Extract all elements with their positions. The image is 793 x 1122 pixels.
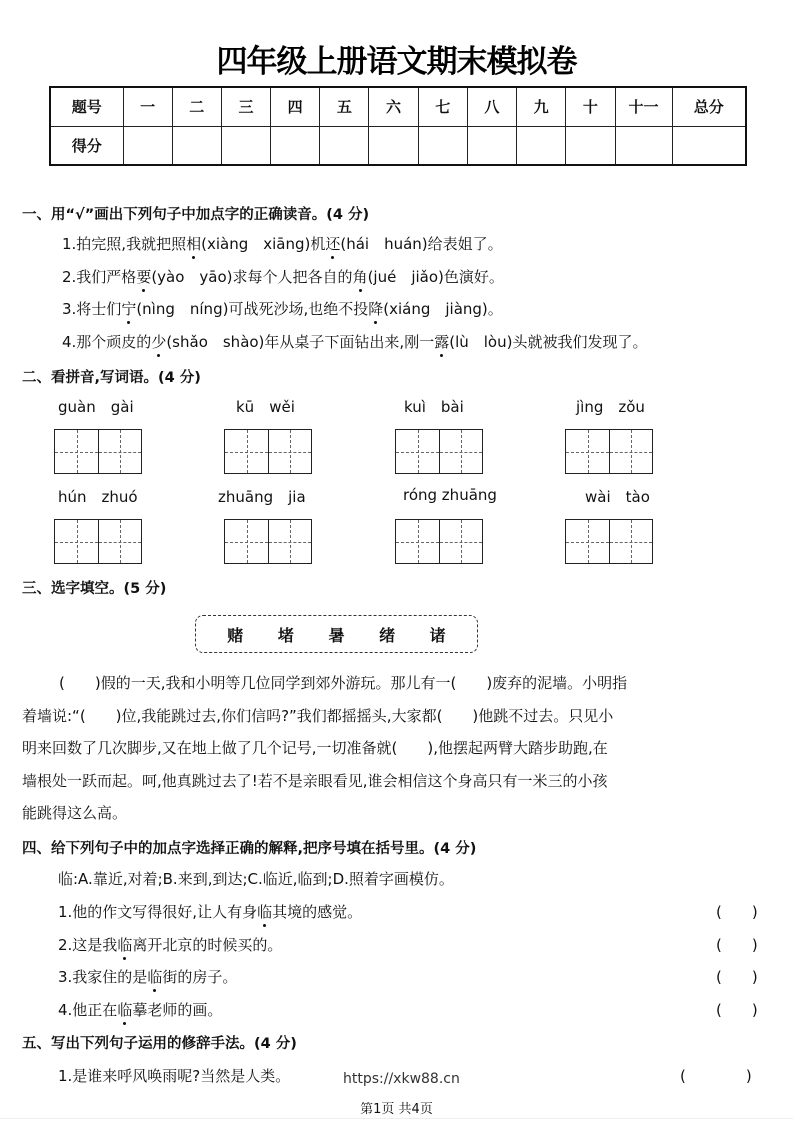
score-cell[interactable] xyxy=(615,126,672,165)
pinyin-label: kuì bài xyxy=(404,398,464,416)
footer-divider xyxy=(0,1118,793,1119)
answer-paren[interactable]: ( ) xyxy=(716,903,758,921)
item-text: 给表姐了。 xyxy=(427,235,503,253)
section4-item xyxy=(58,901,362,922)
choice-char: 堵 xyxy=(277,625,294,645)
item-text: 。 xyxy=(487,300,503,318)
pinyin-label: hún zhuó xyxy=(58,488,138,506)
writing-grid[interactable] xyxy=(565,429,653,474)
pinyin-options[interactable]: (lù lòu) xyxy=(449,333,513,351)
passage-line: 墙根处一跃而起。呵,他真跳过去了!若不是亲眼看见,谁会相信这个身高只有一米三的小孩 xyxy=(22,771,608,790)
writing-grid[interactable] xyxy=(54,429,142,474)
dotted-char: 露 xyxy=(434,333,450,351)
choice-char: 诸 xyxy=(429,625,446,645)
item-text: 求每个人把各自的 xyxy=(232,268,353,286)
choice-char: 绪 xyxy=(379,625,396,645)
writing-grid[interactable] xyxy=(224,429,312,474)
score-col: 一 xyxy=(123,87,172,126)
section1-item xyxy=(62,233,503,254)
watermark-url: https://xkw88.cn xyxy=(343,1071,460,1087)
item-text: 头就被我们发现了。 xyxy=(512,333,648,351)
pinyin-options[interactable]: (yào yāo) xyxy=(151,268,233,286)
dotted-char: 相 xyxy=(186,235,202,253)
score-total-label: 总分 xyxy=(672,87,746,126)
dotted-char: 要 xyxy=(136,268,152,286)
item-text: 2.这是我 xyxy=(58,936,118,954)
choice-char: 暑 xyxy=(328,625,345,645)
pinyin-options[interactable]: (nìng níng) xyxy=(136,300,229,318)
score-col: 六 xyxy=(369,87,418,126)
pinyin-options[interactable]: (jué jiǎo) xyxy=(367,268,444,286)
item-text: 年从桌子下面钻出来,刚一 xyxy=(264,333,435,351)
score-col: 十 xyxy=(566,87,615,126)
pinyin-options[interactable]: (xiáng jiàng) xyxy=(383,300,488,318)
pinyin-label: róng zhuāng xyxy=(403,486,497,504)
dotted-char: 降 xyxy=(368,300,384,318)
item-text: 4.他正在 xyxy=(58,1001,118,1019)
answer-paren[interactable]: ( ) xyxy=(680,1067,752,1085)
score-col: 七 xyxy=(418,87,467,126)
item-text: 离开北京的时候买的。 xyxy=(132,936,283,954)
section1-item xyxy=(62,298,503,319)
dotted-char: 临 xyxy=(147,968,163,986)
item-text: 4.那个顽皮的 xyxy=(62,333,152,351)
section3-heading: 三、选字填空。(5 分) xyxy=(22,581,167,597)
writing-grid[interactable] xyxy=(54,519,142,564)
definition-line: 临:A.靠近,对着;B.来到,到达;C.临近,临到;D.照着字画模仿。 xyxy=(58,870,454,888)
dotted-char: 宁 xyxy=(121,300,137,318)
score-value-row xyxy=(50,126,746,165)
item-text: 街的房子。 xyxy=(162,968,238,986)
pinyin-label: jìng zǒu xyxy=(576,398,645,416)
section5-item: 1.是谁来呼风唤雨呢?当然是人类。 xyxy=(58,1067,291,1085)
pinyin-options[interactable]: (xiàng xiāng) xyxy=(201,235,311,253)
section1-item xyxy=(62,266,504,287)
answer-paren[interactable]: ( ) xyxy=(716,936,758,954)
item-text: 摹老师的画。 xyxy=(132,1001,223,1019)
page-title: 四年级上册语文期末模拟卷 xyxy=(216,44,577,80)
score-cell[interactable] xyxy=(467,126,516,165)
score-cell[interactable] xyxy=(123,126,172,165)
fill-in-passage xyxy=(22,667,774,830)
writing-grid[interactable] xyxy=(565,519,653,564)
choice-char: 赌 xyxy=(227,625,244,645)
passage-line: ( )假的一天,我和小明等几位同学到郊外游玩。那儿有一( )废弃的泥墙。小明指 xyxy=(59,674,628,692)
score-cell[interactable] xyxy=(271,126,320,165)
passage-line: 能跳得这么高。 xyxy=(22,804,128,822)
pinyin-label: zhuāng jia xyxy=(218,488,306,506)
writing-grid[interactable] xyxy=(395,429,483,474)
section4-item xyxy=(58,966,237,987)
pinyin-label: wài tào xyxy=(585,488,650,506)
dotted-char: 临 xyxy=(257,903,273,921)
item-text: 可战死沙场,也绝不投 xyxy=(228,300,369,318)
passage-line: 明来回数了几次脚步,又在地上做了几个记号,一切准备就( ),他摆起两臂大踏步助跑,在 xyxy=(22,739,608,757)
score-cell[interactable] xyxy=(566,126,615,165)
section5-heading: 五、写出下列句子运用的修辞手法。(4 分) xyxy=(22,1036,297,1052)
score-table xyxy=(49,86,747,166)
passage-line: 着墙说:“( )位,我能跳过去,你们信吗?”我们都摇摇头,大家都( )他跳不过去。只见小 xyxy=(22,706,614,725)
score-row-label: 得分 xyxy=(50,126,123,165)
writing-grid[interactable] xyxy=(224,519,312,564)
dotted-char: 角 xyxy=(352,268,368,286)
score-cell[interactable] xyxy=(369,126,418,165)
score-col: 三 xyxy=(221,87,270,126)
writing-grid[interactable] xyxy=(395,519,483,564)
score-col: 八 xyxy=(467,87,516,126)
page-footer: 第1页 共4页 xyxy=(360,1102,433,1117)
section4-item xyxy=(58,934,282,955)
score-cell[interactable] xyxy=(172,126,221,165)
section1-heading: 一、用“√”画出下列句子中加点字的正确读音。(4 分) xyxy=(22,207,370,223)
item-text: 1.拍完照,我就把照 xyxy=(62,235,187,253)
score-col: 九 xyxy=(517,87,566,126)
score-row-label: 题号 xyxy=(50,87,123,126)
item-text: 3.我家住的是 xyxy=(58,968,148,986)
score-total-cell[interactable] xyxy=(672,126,746,165)
score-cell[interactable] xyxy=(221,126,270,165)
dotted-char: 少 xyxy=(151,333,167,351)
score-cell[interactable] xyxy=(517,126,566,165)
section1-item xyxy=(62,331,647,352)
item-text: 色演好。 xyxy=(443,268,504,286)
item-text: 2.我们严格 xyxy=(62,268,137,286)
score-cell[interactable] xyxy=(320,126,369,165)
answer-paren[interactable]: ( ) xyxy=(716,1001,758,1019)
section2-heading: 二、看拼音,写词语。(4 分) xyxy=(22,370,201,386)
dotted-char: 临 xyxy=(117,1001,133,1019)
score-cell[interactable] xyxy=(418,126,467,165)
score-col: 十一 xyxy=(615,87,672,126)
answer-paren[interactable]: ( ) xyxy=(716,968,758,986)
score-header-row xyxy=(50,87,746,126)
character-choice-box xyxy=(195,615,478,653)
dotted-char: 还 xyxy=(325,235,341,253)
pinyin-options[interactable]: (shǎo shào) xyxy=(166,333,265,351)
item-text: 其境的感觉。 xyxy=(272,903,363,921)
pinyin-label: kū wěi xyxy=(236,398,295,416)
score-col: 五 xyxy=(320,87,369,126)
score-col: 二 xyxy=(172,87,221,126)
item-text: 3.将士们 xyxy=(62,300,122,318)
pinyin-label: guàn gài xyxy=(58,398,134,416)
score-col: 四 xyxy=(271,87,320,126)
item-text: 1.他的作文写得很好,让人有身 xyxy=(58,903,258,921)
section4-heading: 四、给下列句子中的加点字选择正确的解释,把序号填在括号里。(4 分) xyxy=(22,841,477,857)
dotted-char: 临 xyxy=(117,936,133,954)
pinyin-options[interactable]: (hái huán) xyxy=(340,235,428,253)
section4-item xyxy=(58,999,222,1020)
item-text: 机 xyxy=(310,235,326,253)
